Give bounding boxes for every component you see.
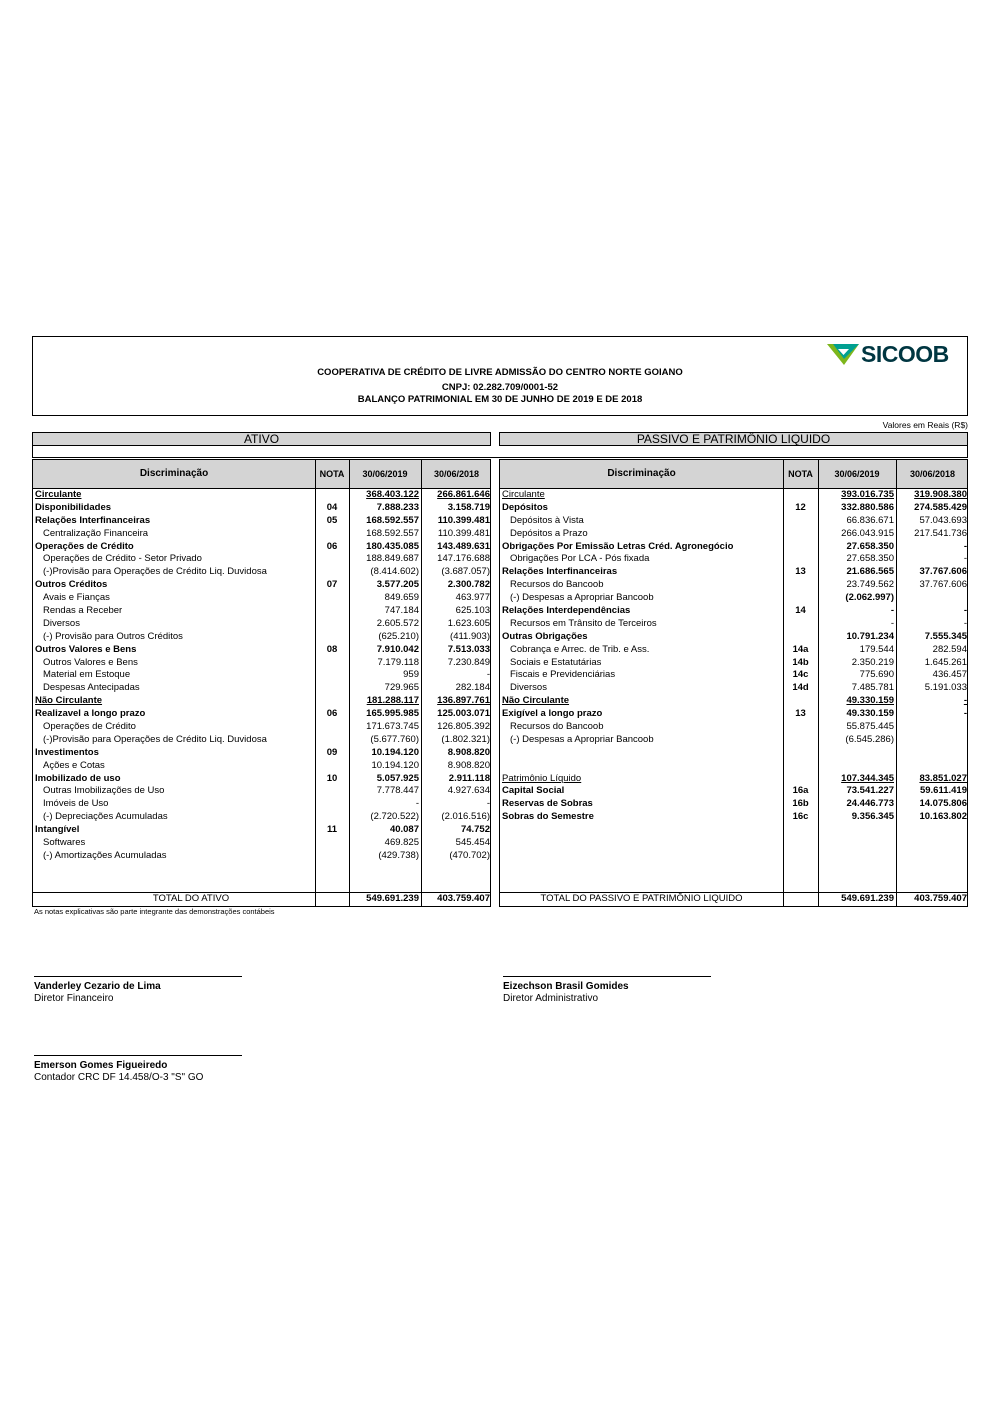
- row-value-2018: -: [963, 540, 967, 552]
- row-value-2018: 136.897.761: [437, 695, 490, 707]
- table-row: [500, 618, 967, 631]
- table-row: [33, 579, 490, 592]
- row-label: (-) Amortizações Acumuladas: [43, 849, 167, 861]
- row-value-2018: 110.399.481: [437, 527, 490, 539]
- table-row: [500, 708, 967, 721]
- row-value-2019: 2.605.572: [376, 617, 419, 629]
- table-row: [500, 502, 967, 515]
- table-row: [33, 553, 490, 566]
- row-value-2019: 3.577.205: [376, 579, 419, 591]
- table-row: [500, 682, 967, 695]
- row-value-2019: 73.541.227: [846, 785, 894, 797]
- row-value-2018: -: [963, 695, 967, 707]
- table-row: [33, 760, 490, 773]
- row-nota: 04: [326, 501, 338, 513]
- row-label: Depósitos a Prazo: [510, 527, 588, 539]
- row-value-2019: (625.210): [378, 630, 419, 642]
- passivo-table: [499, 459, 968, 907]
- row-value-2019: 5.057.925: [376, 772, 419, 784]
- row-value-2019: (2.720.522): [370, 811, 419, 823]
- table-row: [33, 850, 490, 863]
- col-header-desc: Discriminação: [607, 468, 676, 479]
- table-row: [33, 657, 490, 670]
- table-row: [33, 644, 490, 657]
- table-row: [500, 644, 967, 657]
- passivo-rows: [500, 489, 967, 824]
- row-nota: 07: [326, 579, 338, 591]
- signature-block: [34, 1055, 242, 1084]
- row-label: Recursos em Trânsito de Terceiros: [510, 617, 657, 629]
- row-label: Reservas de Sobras: [502, 798, 593, 810]
- signature-line: [503, 976, 711, 977]
- row-value-2018: 10.163.802: [919, 811, 967, 823]
- table-row: [33, 747, 490, 760]
- row-value-2019: (6.545.286): [845, 733, 894, 745]
- row-value-2018: (470.702): [449, 849, 490, 861]
- table-row: [33, 708, 490, 721]
- table-row: [500, 515, 967, 528]
- table-row: [500, 760, 967, 773]
- table-row: [500, 605, 967, 618]
- row-value-2018: -: [963, 708, 967, 720]
- table-row: [500, 798, 967, 811]
- row-value-2019: 775.690: [859, 669, 894, 681]
- row-value-2019: 27.658.350: [846, 540, 894, 552]
- row-label: Sobras do Semestre: [502, 811, 594, 823]
- row-value-2019: (429.738): [378, 849, 419, 861]
- row-nota: 10: [326, 772, 338, 784]
- row-value-2019: 747.184: [384, 605, 419, 617]
- col-header-nota: NOTA: [788, 469, 813, 479]
- signature-role: Diretor Financeiro: [34, 993, 114, 1004]
- row-value-2019: 10.194.120: [371, 746, 419, 758]
- row-label: (-) Despesas a Apropriar Bancoob: [510, 733, 654, 745]
- row-label: Obrigações Por Emissão Letras Créd. Agronegócio: [502, 540, 734, 552]
- row-label: Recursos do Bancoob: [510, 579, 604, 591]
- total-2019: 549.691.239: [841, 893, 894, 904]
- row-label: Outras Obrigações: [502, 630, 588, 642]
- row-value-2018: 37.767.606: [919, 579, 967, 591]
- table-row: [500, 785, 967, 798]
- row-value-2019: 168.592.557: [366, 527, 419, 539]
- table-row: [33, 515, 490, 528]
- row-value-2018: 5.191.033: [924, 682, 967, 694]
- table-row: [500, 721, 967, 734]
- signature-block: [503, 976, 711, 1005]
- row-value-2018: 2.911.118: [448, 772, 490, 784]
- row-value-2018: 8.908.820: [447, 759, 490, 771]
- row-label: Material em Estoque: [43, 669, 131, 681]
- signature-name: Eizechson Brasil Gomides: [503, 981, 629, 992]
- table-row: [500, 592, 967, 605]
- row-nota: 13: [795, 566, 806, 578]
- table-row: [33, 605, 490, 618]
- row-nota: 16a: [792, 785, 809, 797]
- row-nota: 16c: [792, 811, 809, 823]
- row-value-2018: 125.003.071: [437, 708, 490, 720]
- row-label: (-)Provisão para Operações de Crédito Liq. Duvidosa: [43, 733, 267, 745]
- row-value-2019: 107.344.345: [841, 772, 894, 784]
- table-row: [33, 682, 490, 695]
- row-value-2018: 2.300.782: [447, 579, 490, 591]
- passivo-title: PASSIVO E PATRIMÔNIO LIQUIDO: [499, 432, 968, 446]
- row-value-2018: 266.861.646: [437, 489, 490, 500]
- table-row: [500, 631, 967, 644]
- row-value-2018: 37.767.606: [919, 566, 967, 578]
- table-row: [33, 502, 490, 515]
- passivo-total-row: [500, 892, 967, 906]
- row-value-2019: (2.062.997): [845, 592, 894, 604]
- row-value-2019: 168.592.557: [366, 514, 419, 526]
- company-name: COOPERATIVA DE CRÉDITO DE LIVRE ADMISSÃO DO CENTRO NORTE GOIANO: [317, 367, 683, 378]
- row-label: Outros Créditos: [35, 579, 108, 591]
- row-nota: 05: [326, 514, 338, 526]
- table-row: [33, 837, 490, 850]
- ativo-total-row: [33, 892, 490, 906]
- row-value-2019: 49.330.159: [846, 695, 894, 707]
- total-2018: 403.759.407: [437, 893, 490, 904]
- row-label: Não Circulante: [502, 695, 570, 707]
- row-value-2018: 282.184: [455, 682, 490, 694]
- row-value-2019: 7.910.042: [376, 643, 419, 655]
- table-row: [33, 631, 490, 644]
- row-nota: 06: [326, 540, 338, 552]
- row-value-2019: 165.995.985: [366, 708, 419, 720]
- row-label: Operações de Crédito: [35, 540, 134, 552]
- row-value-2018: (2.016.516): [441, 811, 490, 823]
- ativo-table: [32, 459, 491, 907]
- table-row: [33, 489, 490, 502]
- row-label: Avais e Fianças: [43, 592, 110, 604]
- footnote: As notas explicativas são parte integrante das demonstrações contábeis: [34, 907, 275, 916]
- row-nota: 14d: [792, 682, 809, 694]
- row-nota: 13: [795, 708, 806, 720]
- table-row: [500, 773, 967, 786]
- row-label: Relações Interfinanceiras: [35, 514, 151, 526]
- row-label: Capital Social: [502, 785, 565, 797]
- row-value-2018: 126.805.392: [437, 721, 490, 733]
- document-title: BALANÇO PATRIMONIAL EM 30 DE JUNHO DE 2019 E DE 2018: [357, 394, 643, 405]
- company-cnpj: CNPJ: 02.282.709/0001-52: [441, 382, 559, 393]
- row-value-2019: 332.880.586: [841, 501, 894, 513]
- logo-text: SICOOB: [861, 341, 949, 367]
- table-row: [33, 824, 490, 837]
- row-label: Relações Interdependências: [502, 605, 631, 617]
- row-label: Sociais e Estatutárias: [510, 656, 602, 668]
- row-label: Circulante: [35, 489, 82, 500]
- ativo-title: ATIVO: [32, 432, 491, 446]
- table-row: [33, 773, 490, 786]
- row-label: Circulante: [502, 489, 545, 500]
- row-nota: 11: [326, 824, 338, 836]
- signature-name: Vanderley Cezario de Lima: [34, 981, 161, 992]
- row-label: Outros Valores e Bens: [35, 643, 137, 655]
- row-value-2019: 21.686.565: [846, 566, 894, 578]
- row-label: Operações de Crédito: [43, 721, 136, 733]
- row-label: Rendas a Receber: [43, 605, 123, 617]
- row-value-2018: (1.802.321): [441, 733, 490, 745]
- row-label: (-) Provisão para Outros Créditos: [43, 630, 183, 642]
- row-label: (-)Provisão para Operações de Crédito Liq. Duvidosa: [43, 566, 267, 578]
- row-value-2019: 24.446.773: [846, 798, 894, 810]
- row-label: Fiscais e Previdenciárias: [510, 669, 616, 681]
- row-value-2019: 266.043.915: [841, 527, 894, 539]
- row-nota: 12: [795, 501, 806, 513]
- table-row: [500, 695, 967, 708]
- row-value-2019: (5.677.760): [370, 733, 419, 745]
- row-value-2019: 9.356.345: [851, 811, 894, 823]
- table-row: [33, 669, 490, 682]
- row-value-2018: -: [486, 669, 490, 681]
- row-label: Outras Imobilizações de Uso: [43, 785, 165, 797]
- table-row: [500, 528, 967, 541]
- row-value-2018: 1.645.261: [924, 656, 967, 668]
- row-value-2019: 188.849.687: [366, 553, 419, 565]
- row-value-2019: 27.658.350: [846, 553, 894, 565]
- row-label: Imobilizado de uso: [35, 772, 121, 784]
- row-nota: 14a: [792, 643, 809, 655]
- table-row: [33, 618, 490, 631]
- col-header-desc: Discriminação: [139, 468, 209, 479]
- row-value-2019: 40.087: [389, 824, 419, 836]
- row-value-2019: 181.288.117: [366, 695, 419, 707]
- row-label: Outros Valores e Bens: [43, 656, 138, 668]
- row-value-2018: 7.513.033: [447, 643, 490, 655]
- row-value-2019: 393.016.735: [841, 489, 894, 500]
- row-label: Depósitos à Vista: [510, 514, 584, 526]
- row-label: Centralização Financeira: [43, 527, 149, 539]
- row-value-2019: 10.791.234: [846, 630, 894, 642]
- row-label: Despesas Antecipadas: [43, 682, 140, 694]
- row-value-2019: (8.414.602): [370, 566, 419, 578]
- table-row: [33, 592, 490, 605]
- row-label: Relações Interfinanceiras: [502, 566, 618, 578]
- row-value-2019: -: [415, 798, 419, 810]
- table-row: [500, 541, 967, 554]
- row-value-2018: 59.611.419: [919, 785, 967, 797]
- row-value-2019: 2.350.219: [851, 656, 894, 668]
- table-row: [33, 798, 490, 811]
- table-row: [33, 566, 490, 579]
- row-value-2018: 7.555.345: [924, 630, 967, 642]
- row-value-2018: 143.489.631: [437, 540, 490, 552]
- row-value-2019: 7.485.781: [851, 682, 894, 694]
- table-row: [33, 811, 490, 824]
- row-label: Softwares: [43, 837, 86, 849]
- table-row: [33, 721, 490, 734]
- table-row: [500, 579, 967, 592]
- row-value-2018: 3.158.719: [447, 501, 490, 513]
- total-label: TOTAL DO PASSIVO E PATRIMÔNIO LIQUIDO: [540, 893, 743, 904]
- signature-line: [34, 1055, 242, 1056]
- row-value-2018: 8.908.820: [447, 746, 490, 758]
- signature-block: [34, 976, 242, 1005]
- row-nota: 14: [795, 605, 806, 617]
- row-value-2019: -: [890, 617, 894, 629]
- row-label: Imóveis de Uso: [43, 798, 109, 810]
- row-value-2018: 147.176.688: [437, 553, 490, 565]
- row-value-2019: 368.403.122: [366, 489, 419, 500]
- table-row: [500, 811, 967, 824]
- table-row: [500, 669, 967, 682]
- row-value-2019: 469.825: [384, 837, 419, 849]
- signature-role: Diretor Administrativo: [503, 993, 599, 1004]
- row-value-2019: 7.778.447: [376, 785, 419, 797]
- table-row: [33, 541, 490, 554]
- table-row: [500, 489, 967, 502]
- row-value-2018: 625.103: [455, 605, 490, 617]
- row-nota: 14c: [792, 669, 809, 681]
- row-value-2019: 959: [403, 669, 419, 681]
- row-value-2019: 7.179.118: [377, 656, 419, 668]
- row-label: Não Circulante: [35, 695, 103, 707]
- row-value-2018: 83.851.027: [919, 772, 967, 784]
- table-row: [500, 657, 967, 670]
- signature-line: [34, 976, 242, 977]
- row-value-2019: 10.194.120: [371, 759, 419, 771]
- row-value-2018: 463.977: [455, 592, 490, 604]
- sicoob-logo: [827, 341, 961, 367]
- row-label: Realizavel a longo prazo: [35, 708, 146, 720]
- row-value-2019: 849.659: [384, 592, 419, 604]
- row-label: Ações e Cotas: [43, 759, 105, 771]
- row-nota: 16b: [792, 798, 809, 810]
- row-label: Operações de Crédito - Setor Privado: [43, 553, 202, 565]
- col-header-2018: 30/06/2018: [433, 469, 480, 479]
- row-label: (-) Depreciações Acumuladas: [43, 811, 168, 823]
- table-row: [500, 566, 967, 579]
- total-2018: 403.759.407: [914, 893, 967, 904]
- row-value-2019: 179.544: [859, 643, 894, 655]
- units-note: Valores em Reais (R$): [882, 420, 968, 430]
- row-value-2018: 57.043.693: [919, 514, 967, 526]
- col-header-nota: NOTA: [319, 469, 345, 479]
- row-nota: 09: [326, 746, 338, 758]
- row-value-2018: 7.230.849: [447, 656, 490, 668]
- row-label: Exigível a longo prazo: [502, 708, 603, 720]
- row-label: Disponibilidades: [35, 501, 112, 513]
- row-value-2018: -: [963, 617, 967, 629]
- table-row: [500, 734, 967, 747]
- row-value-2018: -: [486, 798, 490, 810]
- row-label: Recursos do Bancoob: [510, 721, 604, 733]
- row-label: Patrimônio Líquido: [502, 772, 582, 784]
- row-label: Diversos: [510, 682, 547, 694]
- row-nota: 08: [326, 643, 338, 655]
- row-label: Investimentos: [35, 746, 99, 758]
- row-value-2019: -: [890, 605, 894, 617]
- table-row: [33, 734, 490, 747]
- row-value-2018: -: [963, 553, 967, 565]
- ativo-rows: [33, 489, 490, 863]
- row-value-2018: 282.594: [932, 643, 967, 655]
- row-value-2018: -: [963, 605, 967, 617]
- row-nota: 06: [326, 708, 338, 720]
- row-value-2018: 110.399.481: [437, 514, 490, 526]
- signature-role: Contador CRC DF 14.458/O-3 "S" GO: [34, 1072, 204, 1083]
- table-row: [500, 747, 967, 760]
- row-value-2018: 14.075.806: [919, 798, 967, 810]
- total-label: TOTAL DO ATIVO: [152, 893, 230, 904]
- row-value-2019: 66.836.671: [846, 514, 894, 526]
- table-row: [33, 528, 490, 541]
- row-label: Cobrança e Arrec. de Trib. e Ass.: [510, 643, 650, 655]
- table-row: [33, 695, 490, 708]
- col-header-2019: 30/06/2019: [362, 469, 408, 479]
- row-value-2018: 74.752: [460, 824, 490, 836]
- row-value-2019: 23.749.562: [846, 579, 894, 591]
- row-value-2019: 7.888.233: [376, 501, 419, 513]
- col-header-2018: 30/06/2018: [909, 469, 956, 479]
- total-2019: 549.691.239: [366, 893, 419, 904]
- col-header-2019: 30/06/2019: [834, 469, 880, 479]
- row-nota: 14b: [792, 656, 809, 668]
- title-spacer: [32, 446, 968, 458]
- row-label: Intangível: [35, 824, 80, 836]
- row-value-2018: 319.908.380: [914, 489, 967, 500]
- row-label: Obrigações Por LCA - Pós fixada: [510, 553, 650, 565]
- row-value-2018: 1.623.605: [447, 617, 490, 629]
- row-value-2018: 436.457: [932, 669, 967, 681]
- row-value-2019: 180.435.085: [366, 540, 419, 552]
- row-value-2019: 49.330.159: [846, 708, 894, 720]
- row-value-2018: 217.541.736: [914, 527, 967, 539]
- row-value-2019: 729.965: [384, 682, 419, 694]
- row-value-2018: (3.687.057): [441, 566, 490, 578]
- row-label: (-) Despesas a Apropriar Bancoob: [510, 592, 654, 604]
- row-label: Diversos: [43, 617, 80, 629]
- row-value-2018: 545.454: [455, 837, 490, 849]
- row-value-2019: 171.673.745: [366, 721, 419, 733]
- row-label: Depósitos: [502, 501, 548, 513]
- document-header: [32, 336, 968, 416]
- row-value-2018: 4.927.634: [447, 785, 490, 797]
- table-row: [500, 553, 967, 566]
- table-row: [33, 785, 490, 798]
- row-value-2019: 55.875.445: [846, 721, 894, 733]
- row-value-2018: 274.585.429: [914, 501, 967, 513]
- signature-name: Emerson Gomes Figueiredo: [34, 1060, 168, 1071]
- sicoob-logo-icon: [827, 341, 861, 367]
- row-value-2018: (411.903): [450, 630, 490, 642]
